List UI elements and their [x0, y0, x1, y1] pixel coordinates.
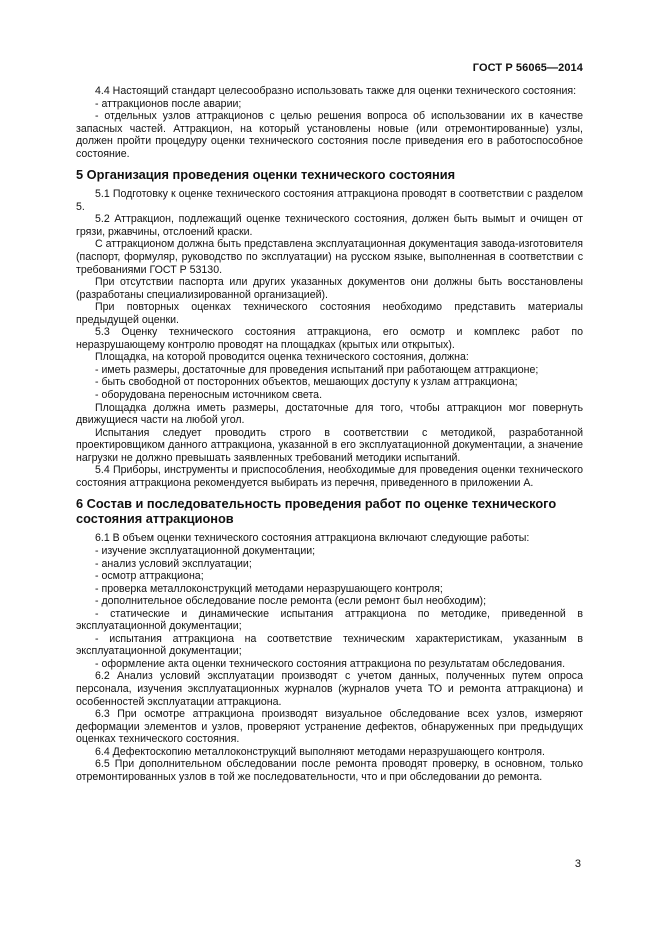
section-6-body: [76, 532, 583, 783]
paragraph: С аттракционом должна быть представлена эксплуатационная документация завода-изготовителя (паспорт, формуляр, руководство по эксплуатации) на русском языке, выполненная в соответствии с требованиями ГОСТ Р 53130.: [76, 238, 583, 276]
list-item: - отдельных узлов аттракционов с целью решения вопроса об использовании их в качестве запасных частей. Аттракцион, на который установлены новые (или отремонтированные) узлы, должен пройти процедуру оценки технического состояния после приведения его в работоспособное состояние.: [76, 110, 583, 160]
paragraph: 5.2 Аттракцион, подлежащий оценке технического состояния, должен быть вымыт и очищен от грязи, ржавчины, отслоений краски.: [76, 213, 583, 238]
paragraph: 6.5 При дополнительном обследовании после ремонта проводят проверку, в основном, только отремонтированных узлов в той же последовательности, что и при обследовании до ремонта.: [76, 758, 583, 783]
page-number: 3: [574, 858, 581, 870]
paragraph: 5.4 Приборы, инструменты и приспособления, необходимые для проведения оценки технического состояния аттракциона рекомендуется выбирать из перечня, приведенного в приложении А.: [76, 464, 583, 489]
list-item: - статические и динамические испытания аттракциона по методике, приведенной в эксплуатационной документации;: [76, 607, 583, 633]
list-item: - быть свободной от посторонних объектов, мешающих доступу к узлам аттракциона;: [95, 376, 518, 389]
list-item: - осмотр аттракциона;: [95, 570, 204, 583]
list-item: - анализ условий эксплуатации;: [95, 557, 252, 570]
list-item: - оборудована переносным источником света.: [95, 389, 323, 402]
paragraph: При повторных оценках технического состояния необходимо представить материалы предыдущей оценки.: [76, 301, 583, 326]
list-item: - дополнительное обследование после ремонта (если ремонт был необходим);: [95, 595, 487, 608]
paragraph: При отсутствии паспорта или других указанных документов они должны быть восстановлены (разработаны специализированной организацией).: [76, 276, 583, 301]
paragraph: 6.3 При осмотре аттракциона производят визуальное обследование всех узлов, измеряют деформации элементов и узлов, проверяют устранение дефектов, обнаруженных при предыдущих оценках технического состояния.: [76, 708, 583, 746]
standard-header: ГОСТ Р 56065—2014: [472, 62, 583, 74]
section-5-title: 5 Организация проведения оценки технического состояния: [76, 167, 456, 183]
paragraph: Площадка должна иметь размеры, достаточные для того, чтобы аттракцион мог повернуть движущиеся части на любой угол.: [76, 401, 583, 427]
paragraph: 6.1 В объем оценки технического состояния аттракциона включают следующие работы:: [95, 532, 530, 545]
document-body: [76, 85, 583, 783]
paragraph: 5.3 Оценку технического состояния аттракциона, его осмотр и комплекс работ по неразрушающему контролю проводят на площадках (крытых или открытых).: [76, 326, 583, 351]
list-item: - испытания аттракциона на соответствие техническим характеристикам, указанным в эксплуатационной документации;: [76, 632, 583, 658]
section-6-title: 6 Состав и последовательность проведения работ по оценке технического состояния аттракционов: [76, 496, 557, 527]
paragraphs-before: [76, 85, 583, 160]
list-item: - изучение эксплуатационной документации;: [95, 544, 316, 557]
list-item: - проверка металлоконструкций методами неразрушающего контроля;: [95, 582, 443, 595]
section-5-body: [76, 188, 583, 489]
paragraph: 6.4 Дефектоскопию металлоконструкций выполняют методами неразрушающего контроля.: [95, 745, 545, 758]
list-item: - иметь размеры, достаточные для проведения испытаний при работающем аттракционе;: [95, 363, 539, 376]
list-item: - аттракционов после аварии;: [95, 97, 242, 110]
paragraph: Площадка, на которой проводится оценка технического состояния, должна:: [95, 351, 469, 364]
paragraph: Испытания следует проводить строго в соответствии с методикой, разработанной проектировщиком данного аттракциона, указанной в его эксплуатационной документации, а значение нагрузки не должно превышать заявленных требований методики испытаний.: [76, 426, 583, 464]
paragraph: 4.4 Настоящий стандарт целесообразно использовать также для оценки технического состояния:: [95, 85, 577, 97]
paragraph: 6.2 Анализ условий эксплуатации производят с учетом данных, полученных путем опроса персонала, изучения эксплуатационных журналов (журналов учета ТО и ремонта аттракциона) и особенностей эксплуатации аттракциона.: [76, 670, 583, 708]
paragraph: 5.1 Подготовку к оценке технического состояния аттракциона проводят в соответствии с разделом 5.: [76, 188, 583, 213]
list-item: - оформление акта оценки технического состояния аттракциона по результатам обследования.: [95, 657, 566, 670]
